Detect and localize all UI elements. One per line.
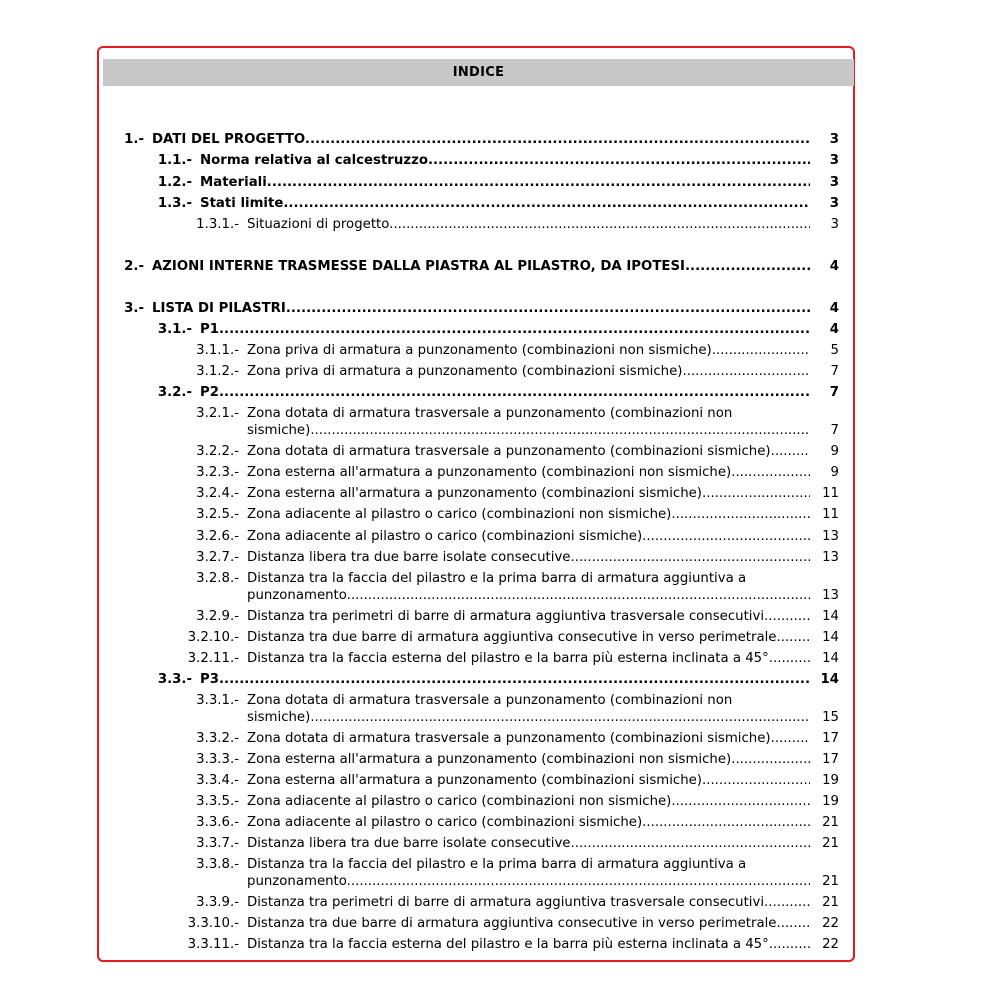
toc-entry-title: DATI DEL PROGETTO ..... — [152, 131, 810, 148]
toc-entry-page: 3 — [829, 132, 839, 147]
toc-entry-page: 17 — [822, 731, 839, 746]
toc-entry-title-continuation: sismiche) ..... — [247, 422, 810, 439]
toc-entry-number: 3.3.5.- — [196, 794, 239, 809]
toc-entry-title: Distanza libera tra due barre isolate consecutive ..... — [247, 549, 810, 566]
toc-entry-page: 21 — [822, 836, 839, 851]
toc-entry-title: Zona esterna all'armatura a punzonamento (combinazioni non sismiche) ..... — [247, 751, 810, 768]
toc-entry-number: 3.2.11.- — [187, 651, 239, 666]
toc-entry-page: 9 — [830, 444, 839, 459]
toc-entry-title: Zona esterna all'armatura a punzonamento (combinazioni non sismiche) ..... — [247, 464, 810, 481]
toc-entry-number: 3.3.9.- — [196, 895, 239, 910]
toc-entry-title: Distanza tra la faccia del pilastro e la prima barra di armatura aggiuntiva a — [247, 857, 747, 872]
toc-entry-number: 3.3.2.- — [196, 731, 239, 746]
toc-entry-page: 4 — [829, 259, 839, 274]
toc-entry-title: Zona esterna all'armatura a punzonamento (combinazioni sismiche) ..... — [247, 772, 810, 789]
toc-entry-page: 14 — [822, 651, 839, 666]
toc-entry-number: 3.1.2.- — [196, 364, 239, 379]
toc-entry-title: Distanza tra perimetri di barre di armatura aggiuntiva trasversale consecutivi ..... — [247, 894, 810, 911]
toc-entry-title: Materiali ..... — [200, 174, 810, 191]
toc-entry-page: 9 — [830, 465, 839, 480]
toc-entry-title: Distanza tra la faccia del pilastro e la prima barra di armatura aggiuntiva a — [247, 571, 747, 586]
toc-entry-number: 3.3.3.- — [196, 752, 239, 767]
toc-entry-number: 1.3.1.- — [196, 217, 239, 232]
toc-entry-title: Stati limite ..... — [200, 195, 810, 212]
toc-entry-number: 3.2.8.- — [196, 571, 239, 586]
toc-entry-number: 3.2.2.- — [196, 444, 239, 459]
toc-entry-number: 3.2.1.- — [196, 406, 239, 421]
toc-entry-number: 3.3.8.- — [196, 857, 239, 872]
toc-entry-title: Zona dotata di armatura trasversale a punzonamento (combinazioni sismiche) ..... — [247, 730, 810, 747]
toc-entry-page: 7 — [829, 385, 839, 400]
toc-entry-number: 3.1.1.- — [196, 343, 239, 358]
toc-entry-page: 13 — [822, 550, 839, 565]
toc-entry-number: 3.2.3.- — [196, 465, 239, 480]
toc-entry-page: 15 — [822, 710, 839, 725]
toc-entry-title: Zona dotata di armatura trasversale a punzonamento (combinazioni non — [247, 406, 733, 421]
toc-entry-number: 1.2.- — [157, 175, 192, 190]
toc-entry-page: 13 — [822, 529, 839, 544]
toc-entry-page: 11 — [822, 507, 839, 522]
toc-entry-page: 22 — [822, 937, 839, 952]
toc-entry-title: Distanza tra due barre di armatura aggiuntiva consecutive in verso perimetrale ..... — [247, 915, 810, 932]
index-title: INDICE — [103, 59, 854, 86]
toc-entry-number: 3.2.10.- — [187, 630, 239, 645]
toc-entry-page: 4 — [829, 322, 839, 337]
toc-entry-number: 1.1.- — [157, 153, 192, 168]
toc-entry-title: Zona esterna all'armatura a punzonamento (combinazioni sismiche) ..... — [247, 485, 810, 502]
toc-entry-title: Distanza libera tra due barre isolate consecutive ..... — [247, 835, 810, 852]
toc-entry-number: 3.3.- — [157, 672, 192, 687]
toc-entry-title: P3 ..... — [200, 671, 810, 688]
toc-entry-page: 21 — [822, 874, 839, 889]
toc-entry-title: Zona adiacente al pilastro o carico (combinazioni sismiche) ..... — [247, 528, 810, 545]
toc-entry-title: Norma relativa al calcestruzzo ..... — [200, 152, 810, 169]
toc-entry-number: 3.2.4.- — [196, 486, 239, 501]
toc-entry-title-continuation: punzonamento ..... — [247, 873, 810, 890]
toc-entry-title: Zona dotata di armatura trasversale a punzonamento (combinazioni sismiche) ..... — [247, 443, 810, 460]
toc-entry-number: 1.- — [124, 132, 144, 147]
toc-entry-title: Zona priva di armatura a punzonamento (combinazioni non sismiche) ..... — [247, 342, 810, 359]
toc-entry-number: 3.3.7.- — [196, 836, 239, 851]
toc-entry-number: 3.2.- — [157, 385, 192, 400]
toc-entry-title-continuation: punzonamento ..... — [247, 587, 810, 604]
toc-entry-title: Distanza tra la faccia esterna del pilastro e la barra più esterna inclinata a 45° ..... — [247, 650, 810, 667]
toc-entry-title: LISTA DI PILASTRI ..... — [152, 300, 810, 317]
toc-entry-title: Distanza tra la faccia esterna del pilastro e la barra più esterna inclinata a 45° ..... — [247, 936, 810, 953]
toc-entry-number: 3.2.5.- — [196, 507, 239, 522]
toc-entry-page: 14 — [820, 672, 839, 687]
toc-entry-page: 19 — [822, 794, 839, 809]
toc-entry-title: Distanza tra due barre di armatura aggiuntiva consecutive in verso perimetrale ..... — [247, 629, 810, 646]
toc-entry-page: 19 — [822, 773, 839, 788]
toc-entry-number: 3.2.9.- — [196, 609, 239, 624]
toc-entry-page: 4 — [829, 301, 839, 316]
toc-entry-page: 22 — [822, 916, 839, 931]
toc-entry-number: 3.3.6.- — [196, 815, 239, 830]
toc-entry-page: 21 — [822, 895, 839, 910]
toc-entry-page: 7 — [830, 364, 839, 379]
toc-entry-number: 3.2.7.- — [196, 550, 239, 565]
toc-entry-title: AZIONI INTERNE TRASMESSE DALLA PIASTRA AL PILASTRO, DA IPOTESI ..... — [152, 258, 810, 275]
toc-entry-title: Situazioni di progetto ..... — [247, 216, 810, 233]
toc-entry-page: 17 — [822, 752, 839, 767]
toc-entry-title: Distanza tra perimetri di barre di armatura aggiuntiva trasversale consecutivi ..... — [247, 608, 810, 625]
toc-entry-title-continuation: sismiche) ..... — [247, 709, 810, 726]
toc-entry-page: 3 — [830, 217, 839, 232]
toc-entry-title: Zona adiacente al pilastro o carico (combinazioni non sismiche) ..... — [247, 506, 810, 523]
toc-entry-number: 3.3.1.- — [196, 693, 239, 708]
toc-entry-title: P1 ..... — [200, 321, 810, 338]
toc-entry-number: 3.3.4.- — [196, 773, 239, 788]
toc-entry-page: 13 — [822, 588, 839, 603]
toc-entry-number: 3.3.10.- — [187, 916, 239, 931]
toc-entry-title: P2 ..... — [200, 384, 810, 401]
toc-entry-page: 3 — [829, 153, 839, 168]
toc-entry-page: 5 — [830, 343, 839, 358]
toc-entry-number: 1.3.- — [157, 196, 192, 211]
toc-entry-page: 21 — [822, 815, 839, 830]
toc-entry-title: Zona adiacente al pilastro o carico (combinazioni non sismiche) ..... — [247, 793, 810, 810]
toc-entry-page: 7 — [830, 423, 839, 438]
toc-entry-page: 3 — [829, 175, 839, 190]
toc-entry-title: Zona priva di armatura a punzonamento (combinazioni sismiche) ..... — [247, 363, 810, 380]
toc-entry-number: 3.- — [124, 301, 144, 316]
toc-entry-number: 3.1.- — [157, 322, 192, 337]
toc-entry-title: Zona dotata di armatura trasversale a punzonamento (combinazioni non — [247, 693, 733, 708]
toc-entry-number: 3.2.6.- — [196, 529, 239, 544]
toc-entry-page: 14 — [822, 630, 839, 645]
toc-entry-page: 14 — [822, 609, 839, 624]
toc-entry-number: 2.- — [124, 259, 144, 274]
toc-entry-page: 3 — [829, 196, 839, 211]
toc-entry-number: 3.3.11.- — [187, 937, 239, 952]
toc-entry-page: 11 — [822, 486, 839, 501]
toc-entry-title: Zona adiacente al pilastro o carico (combinazioni sismiche) ..... — [247, 814, 810, 831]
